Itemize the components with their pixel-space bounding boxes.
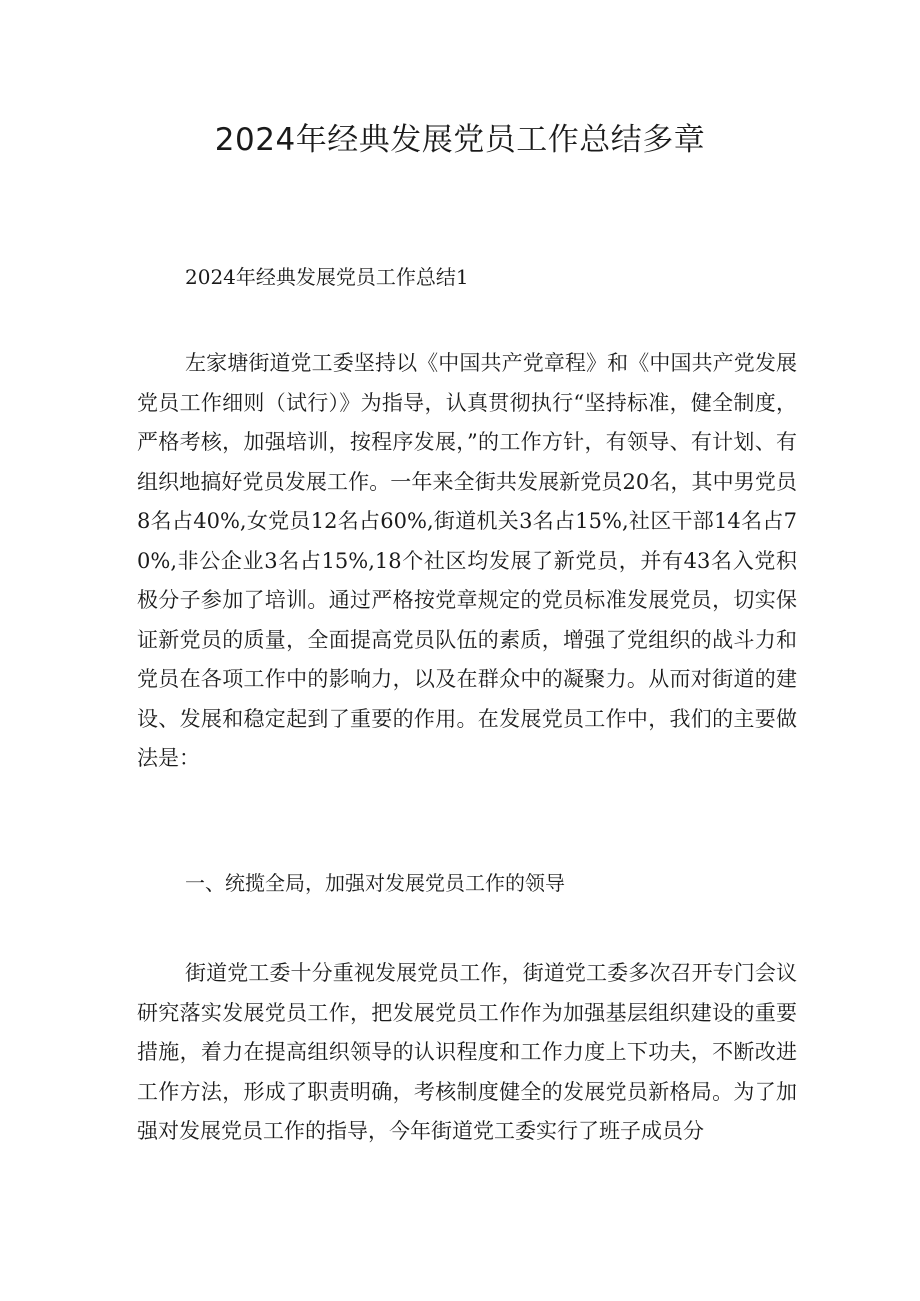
document-title: 2024年经典发展党员工作总结多章: [214, 122, 706, 158]
body-paragraph-1: 左家塘街道党工委坚持以《中国共产党章程》和《中国共产党发展党员工作细则（试行）》为指导，认真贯彻执行“坚持标准，健全制度，严格考核，加强培训，按程序发展，”的工作方针，有领导、有计划、有组织地搞好党员发展工作。一年来全街共发展新党员20名，其中男党员8名占40%,女党员12名占60%,街道机关3名占15%,社区干部14名占70%,非公企业3名占15%,18个社区均发展了新党员，并有43名入党积极分子参加了培训。通过严格按党章规定的党员标准发展党员，切实保证新党员的质量，全面提高党员队伍的素质，增强了党组织的战斗力和党员在各项工作中的影响力，以及在群众中的凝聚力。从而对街道的建设、发展和稳定起到了重要的作用。在发展党员工作中，我们的主要做法是：: [137, 351, 797, 770]
section-heading-1: 一、统揽全局，加强对发展党员工作的领导: [185, 871, 565, 895]
document-subtitle: 2024年经典发展党员工作总结1: [185, 265, 469, 289]
body-paragraph-2: 街道党工委十分重视发展党员工作，街道党工委多次召开专门会议研究落实发展党员工作，把发展党员工作作为加强基层组织建设的重要措施，着力在提高组织领导的认识程度和工作力度上下功夫，不断改进工作方法，形成了职责明确，考核制度健全的发展党员新格局。为了加强对发展党员工作的指导，今年街道党工委实行了班子成员分: [137, 961, 797, 1143]
